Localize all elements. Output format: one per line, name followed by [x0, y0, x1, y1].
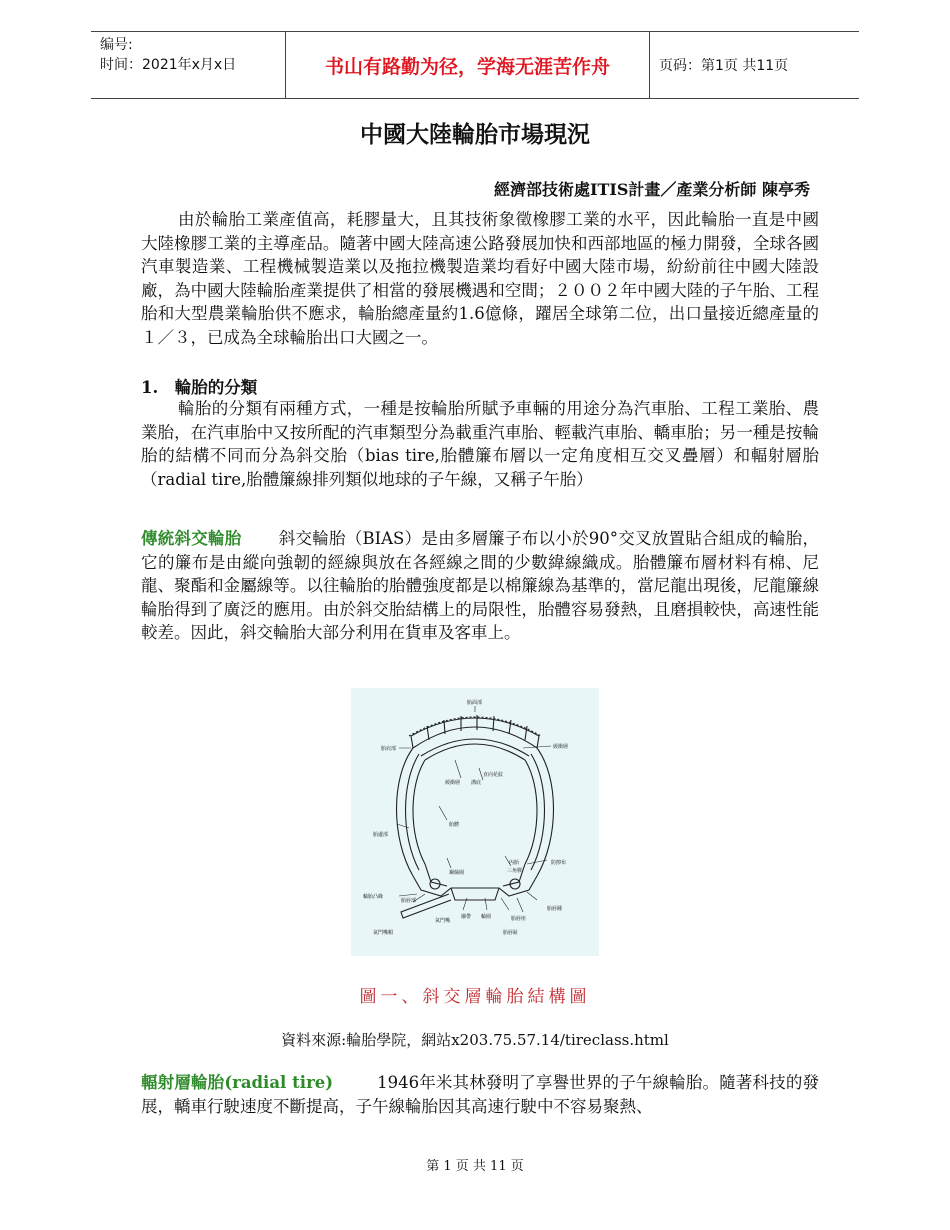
label-rib: 直向花紋	[483, 772, 504, 778]
author-line: 經濟部技術處ITIS計畫／產業分析師 陳亭秀	[493, 180, 810, 199]
time-label: 时间：2021年x月x日	[100, 57, 237, 73]
radial-paragraph	[141, 1071, 819, 1118]
label-bead-mark: 輪胎凸緣	[363, 894, 384, 900]
label-flap: 襯帶	[461, 914, 472, 920]
label-bead: 胎唇部	[401, 898, 417, 904]
label-valve: 氣門嘴	[435, 918, 451, 924]
label-apex: 三角膠	[507, 868, 523, 874]
figure-caption: 圖一、斜交層輪胎結構圖	[359, 987, 591, 1007]
page-footer: 第 1 页 共 11 页	[426, 1159, 524, 1174]
label-groove: 溝底	[471, 780, 482, 786]
label-chafer: 防擦布	[551, 860, 567, 866]
label-rim: 輪圈	[481, 914, 492, 920]
label-shoulder: 胎肩部	[381, 746, 397, 752]
tire-diagram	[351, 688, 599, 956]
radial-body: 1946年米其林發明了享譽世界的子午線輪胎。隨著科技的發展，轎車行駛速度不斷提高，子午線輪胎因其高速行駛中不容易聚熱、	[141, 1073, 819, 1116]
bias-body: 斜交輪胎（BIAS）是由多層簾子布以小於90°交叉放置貼合組成的輪胎，它的簾布是由縱向強韌的經線與放在各經線之間的少數緯線織成。胎體簾布層材料有棉、尼龍、聚酯和金屬線等。以往輪胎的胎體強度都是以棉簾線為基準的，當尼龍出現後，尼龍簾線輪胎得到了廣泛的應用。由於斜交胎結構上的局限性，胎體容易發熱，且磨損較快，高速性能較差。因此，斜交輪胎大部分利用在貨車及客車上。	[141, 529, 820, 642]
radial-label: 輻射層輪胎(radial tire)	[141, 1073, 334, 1092]
intro-paragraph: 由於輪胎工業產值高，耗膠量大，且其技術象徵橡膠工業的水平，因此輪胎一直是中國大陸橡膠工業的主導產品。隨著中國大陸高速公路發展加快和西部地區的極力開發，全球各國汽車製造業、工程機械製造業以及拖拉機製造業均看好中國大陸市場，紛紛前往中國大陸設廠，為中國大陸輪胎產業提供了相當的發展機遇和空間；２００２年中國大陸的子午胎、工程胎和大型農業輪胎供不應求，輪胎總產量約1.6億條，躍居全球第二位，出口量接近總產量的１／３，已成為全球輪胎出口大國之一。	[141, 210, 819, 347]
number-label: 编号:	[100, 37, 133, 53]
section-body: 輪胎的分類有兩種方式，一種是按輪胎所賦予車輛的用途分為汽車胎、工程工業胎、農業胎，在汽車胎中又按所配的汽車類型分為載重汽車胎、輕載汽車胎、轎車胎；另一種是按輪胎的結構不同而分為斜交胎（bias tire,胎體簾布層以一定角度相互交叉疊層）和輻射層胎（radial tire,胎體簾線排列類似地球的子午線，又稱子午胎）	[141, 399, 819, 489]
bias-paragraph	[141, 527, 819, 645]
label-buffer: 緩衝層	[445, 780, 461, 786]
bias-label: 傳統斜交輪胎	[141, 529, 242, 548]
document-title: 中國大陸輪胎市場現況	[360, 121, 590, 148]
figure-source: 資料來源:輪胎學院，網站x203.75.57.14/tireclass.html	[281, 1031, 669, 1049]
label-breaker: 緩衝層	[553, 744, 569, 750]
label-bead-seat: 胎唇座	[511, 916, 527, 922]
header-table	[91, 31, 859, 99]
header-motto: 书山有路勤为径，学海无涯苦作舟	[286, 32, 650, 98]
label-ply: 鋼絲圈	[449, 870, 465, 876]
label-carcass: 胎體	[449, 822, 460, 828]
header-page-info: 页码：第1页 共11页	[659, 58, 789, 74]
label-bead-heel: 胎唇踵	[547, 906, 563, 912]
label-inner: 內胎	[509, 860, 520, 866]
label-tread: 胎面部	[467, 700, 483, 706]
label-bead-toe: 胎唇趾	[503, 930, 519, 936]
label-sidewall: 胎邊部	[373, 832, 389, 838]
label-valve-cap: 氣門嘴帽	[373, 930, 394, 936]
section-heading: 1. 輪胎的分類	[141, 378, 258, 397]
header-meta	[91, 32, 286, 98]
